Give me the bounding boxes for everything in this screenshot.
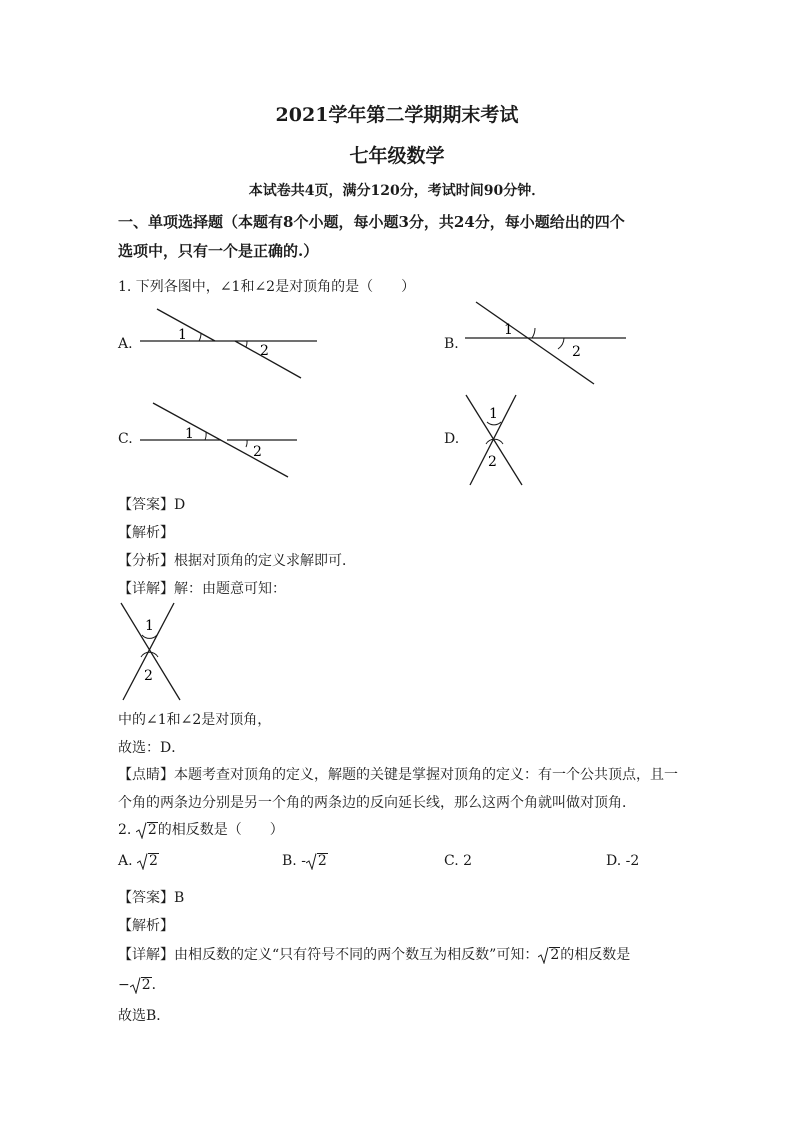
q2-neg-sign: −: [118, 977, 130, 993]
q1-dianjing-line2: 个角的两条边分别是另一个角的两条边的反向延长线，那么这两个角就叫做对顶角．: [118, 795, 636, 811]
q1-fenxi: [118, 550, 356, 570]
q1-conclusion: 中的∠1和∠2是对顶角，: [118, 712, 272, 728]
sqrt-2: [136, 822, 158, 838]
q1-dianjing-text1: 本题考查对顶角的定义，解题的关键是掌握对顶角的定义：有一个公共顶点，且一: [174, 767, 678, 783]
section-heading-line2: 选项中，只有一个是正确的.）: [118, 242, 319, 260]
solution-label-2: 2: [144, 668, 153, 684]
q2-stem: [118, 819, 284, 839]
fig-a-label-2: 2: [260, 343, 269, 359]
q1-fenxi-text: 根据对顶角的定义求解即可．: [174, 553, 356, 569]
q1-stem: [118, 276, 415, 296]
sqrt-icon: [306, 853, 317, 870]
q2-option-a: [118, 853, 159, 869]
q1-option-a-label: A.: [118, 336, 133, 352]
exam-info: 本试卷共4页，满分120分，考试时间90分钟．: [248, 183, 546, 199]
solution-label-1: 1: [145, 618, 154, 634]
q2-answer-value: B: [174, 890, 185, 906]
q2-option-b: [282, 853, 328, 869]
q2-option-c: C. 2: [444, 853, 473, 869]
figure-d: [462, 392, 532, 487]
q1-stem-b: 是对顶角的是（ ）: [275, 279, 416, 295]
q1-stem-a: 1. 下列各图中，: [118, 279, 220, 295]
q1-answer-value: D: [174, 497, 186, 513]
sqrt-radicand: 2: [141, 977, 151, 993]
sqrt-icon: [137, 853, 148, 870]
q1-option-c-label: C.: [118, 431, 133, 447]
q2-stem-text: 的相反数是（ ）: [157, 822, 284, 838]
sqrt-2: [538, 947, 560, 963]
section-heading-line1: 一、单项选择题（本题有8个小题，每小题3分，共24分，每小题给出的四个: [118, 213, 625, 231]
fig-b-label-1: 1: [504, 322, 513, 338]
solution-figure: [116, 600, 186, 705]
sqrt-radicand: 2: [317, 853, 327, 869]
q1-xiangjie-text: 解：由题意可知：: [174, 581, 286, 597]
sqrt-radicand: 2: [147, 822, 157, 838]
fig-b-label-2: 2: [572, 344, 581, 360]
q1-angle1: ∠1: [219, 279, 241, 295]
q2-xiangjie-end: 的相反数是: [560, 947, 631, 963]
q1-jiexi: 【解析】: [118, 525, 174, 541]
q1-choose: 故选：D．: [118, 740, 186, 756]
q1-option-d-label: D.: [444, 431, 460, 447]
fig-c-label-1: 1: [185, 426, 194, 442]
q1-dianjing-line1: [118, 764, 678, 784]
q1-angle2: ∠2: [254, 279, 276, 295]
q2-choose: 故选B．: [118, 1008, 171, 1024]
q2-xiangjie: [118, 944, 630, 964]
figure-c: [135, 398, 325, 483]
q2-xiangjie-text: 由相反数的定义“只有符号不同的两个数互为相反数”可知：: [174, 947, 539, 963]
sqrt-2: [130, 977, 152, 993]
q2-option-d: D. -2: [606, 853, 640, 869]
q2-option-a-label: A.: [118, 853, 133, 869]
sqrt-radicand: 2: [550, 947, 560, 963]
q2-jiexi: 【解析】: [118, 918, 174, 934]
figure-b: [460, 296, 635, 391]
fig-d-label-1: 1: [489, 406, 498, 422]
q1-and: 和: [240, 279, 255, 295]
q2-number: 2.: [118, 822, 132, 838]
q2-result: [118, 974, 166, 994]
figure-a: [135, 300, 325, 385]
sqrt-icon: [136, 822, 147, 839]
q2-xiangjie-tag: 【详解】: [118, 947, 174, 963]
sqrt-icon: [130, 977, 141, 994]
fig-a-label-1: 1: [178, 327, 187, 343]
sqrt-2: [137, 853, 159, 869]
q1-answer: [118, 494, 185, 514]
q2-answer: [118, 887, 184, 907]
exam-title: 2021学年第二学期期末考试: [275, 104, 519, 126]
q1-answer-tag: 【答案】: [118, 497, 174, 513]
q2-period: ．: [151, 977, 166, 993]
q1-xiangjie: [118, 578, 286, 598]
q1-dianjing-tag: 【点睛】: [118, 767, 174, 783]
sqrt-icon: [538, 947, 549, 964]
exam-subtitle: 七年级数学: [349, 145, 445, 167]
fig-d-label-2: 2: [488, 454, 497, 470]
q2-answer-tag: 【答案】: [118, 890, 174, 906]
q2-option-b-label: B. -: [282, 853, 306, 869]
sqrt-2: [306, 853, 328, 869]
q1-xiangjie-tag: 【详解】: [118, 581, 174, 597]
fig-c-label-2: 2: [253, 444, 262, 460]
q1-fenxi-tag: 【分析】: [118, 553, 174, 569]
sqrt-radicand: 2: [149, 853, 158, 869]
q1-option-b-label: B.: [444, 336, 459, 352]
